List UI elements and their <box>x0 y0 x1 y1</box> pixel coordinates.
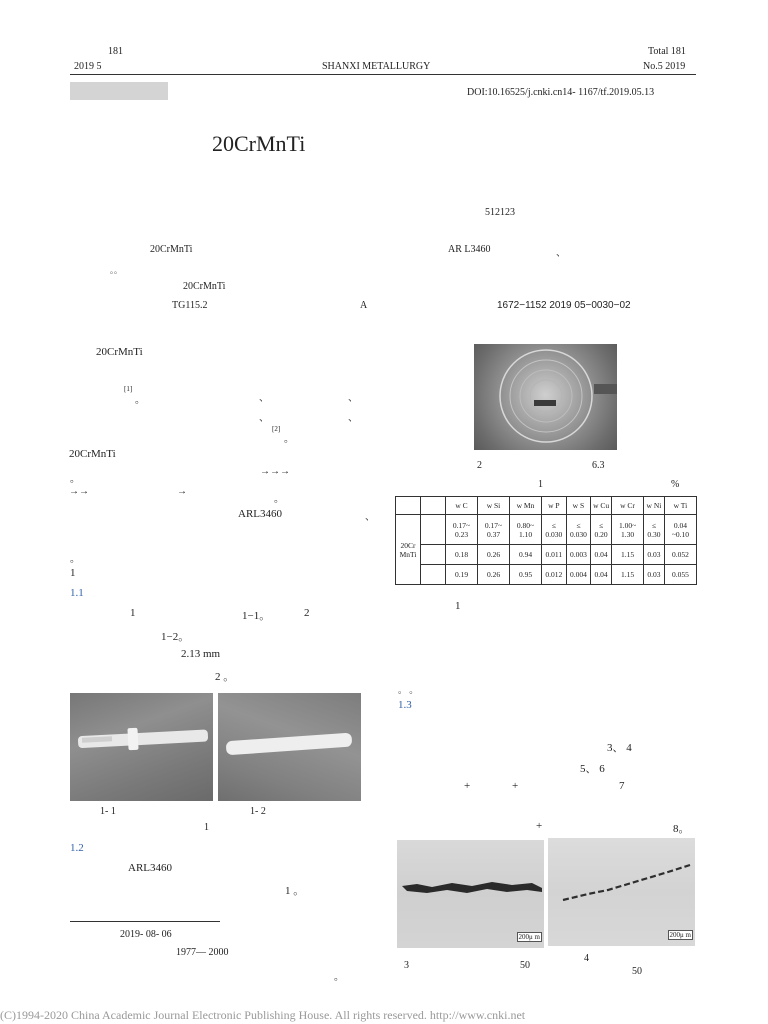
table-cell: 0.03 <box>644 565 665 585</box>
process-arrows: →→ <box>69 486 89 497</box>
keywords: 20CrMnTi <box>183 281 226 292</box>
table-cell: 0.18 <box>446 545 478 565</box>
table-cell: ≤ 0.030 <box>566 515 591 545</box>
instrument-name: ARL3460 <box>238 508 282 520</box>
table-cell: 0.003 <box>566 545 591 565</box>
table-row <box>396 545 697 565</box>
text-dot: 。 <box>334 972 344 983</box>
text-comma: 、 <box>259 393 269 404</box>
issue-date: 2019 5 <box>74 61 102 72</box>
composition-table <box>395 496 697 585</box>
copyright-footer: (C)1994-2020 China Academic Journal Electronic Publishing House. All rights reserved. http://www.cnki.net <box>0 1008 526 1022</box>
abstract-instrument: AR L3460 <box>448 244 491 255</box>
table-cell <box>421 545 446 565</box>
process-arrow: → <box>177 486 187 497</box>
table-cell: 1.15 <box>612 545 644 565</box>
figure-3-magnification: 50 <box>520 960 530 971</box>
section-heading-1-2: 1.2 <box>70 842 84 854</box>
postal-code: 512123 <box>485 207 515 218</box>
table-header: w Ni <box>644 497 665 515</box>
figure-4-magnification: 50 <box>632 966 642 977</box>
table-header: w Cr <box>612 497 644 515</box>
table-corner <box>421 497 446 515</box>
doi[interactable]: DOI:10.16525/j.cnki.cn14- 1167/tf.2019.05.13 <box>467 87 655 98</box>
table-cell: 0.04 ~0.10 <box>664 515 696 545</box>
column-tag-block <box>70 82 168 100</box>
table-header-row <box>396 497 697 515</box>
figure-1-caption: 1 <box>204 822 209 833</box>
figure-ref: 8。 <box>673 823 690 835</box>
table-cell: 0.052 <box>664 545 696 565</box>
table-cell: 0.94 <box>510 545 542 565</box>
table-cell <box>421 565 446 585</box>
figure-3-caption: 3 <box>404 960 409 971</box>
figure-1-2-label: 1- 2 <box>250 806 266 817</box>
table-header: w S <box>566 497 591 515</box>
abstract-end: 。。 <box>110 266 122 275</box>
intro-material: 20CrMnTi <box>96 346 143 358</box>
material-name: 20CrMnTi <box>69 448 116 460</box>
section-heading-1-1: 1.1 <box>70 587 84 599</box>
plus-sign: + <box>512 780 519 792</box>
text-comma: 、 <box>348 393 358 404</box>
header-rule <box>70 74 696 75</box>
figure-2-caption: 2 <box>477 460 482 471</box>
figure-4-caption: 4 <box>584 953 589 964</box>
table-cell: 0.03 <box>644 545 665 565</box>
figure-4-micrograph <box>548 838 695 946</box>
figure-ref: 1−1。 <box>242 610 271 622</box>
plus-sign: + <box>464 780 471 792</box>
table-cell: 0.17~ 0.37 <box>478 515 510 545</box>
article-id: 1672−1152 2019 05−0030−02 <box>497 300 631 311</box>
footnote-rule <box>70 921 220 922</box>
text-comma: 、 <box>348 413 358 424</box>
total-issue: Total 181 <box>648 46 686 57</box>
figure-ref: 2 。 <box>215 671 235 683</box>
table-header: w Si <box>478 497 510 515</box>
text-dot: 。 <box>70 554 80 565</box>
table-cell: 0.95 <box>510 565 542 585</box>
table-cell: 0.26 <box>478 565 510 585</box>
figure-ref: 5、 6 <box>580 763 605 775</box>
table-cell: 1.15 <box>612 565 644 585</box>
table-header: w Mn <box>510 497 542 515</box>
process-arrows: →→→ <box>260 466 290 477</box>
table-row <box>396 515 697 545</box>
text-dot: 。 <box>135 395 145 406</box>
table-cell: 1.00~ 1.30 <box>612 515 644 545</box>
plus-sign: + <box>536 820 543 832</box>
clc-number: TG115.2 <box>172 300 208 311</box>
table-cell: ≤ 0.030 <box>542 515 567 545</box>
figure-ref: 7 <box>619 780 625 792</box>
table-1-caption: 1 <box>538 479 543 490</box>
page-number: 181 <box>108 46 123 57</box>
journal-name: SHANXI METALLURGY <box>322 61 431 72</box>
table-header: w C <box>446 497 478 515</box>
table-cell: 0.011 <box>542 545 567 565</box>
steel-grade-cell: 20Cr MnTi <box>396 515 421 585</box>
table-header: w P <box>542 497 567 515</box>
text-comma: 、 <box>259 413 269 424</box>
figure-4-scale-bar: 200μ m <box>669 931 691 939</box>
section-heading-1-3: 1.3 <box>398 699 412 711</box>
issue-number: No.5 2019 <box>643 61 686 72</box>
table-cell: 0.055 <box>664 565 696 585</box>
text-dot: 。 <box>70 474 80 485</box>
document-code: A <box>360 300 368 311</box>
figure-ref: 3、 4 <box>607 742 632 754</box>
table-cell: ≤ 0.20 <box>591 515 612 545</box>
table-cell: 0.004 <box>566 565 591 585</box>
text-dots: 。 。 <box>398 685 419 695</box>
table-note: 1 <box>455 600 461 612</box>
table-corner <box>396 497 421 515</box>
received-date: 2019- 08- 06 <box>120 929 172 940</box>
table-cell: 0.04 <box>591 565 612 585</box>
table-cell: 0.17~ 0.23 <box>446 515 478 545</box>
table-cell <box>421 515 446 545</box>
instrument-name: ARL3460 <box>128 862 172 874</box>
dimension-value: 2.13 mm <box>181 648 221 660</box>
table-cell: 0.26 <box>478 545 510 565</box>
figure-ref: 1−2。 <box>161 631 190 643</box>
figure-1-1-photo <box>70 693 213 801</box>
text-comma: 、 <box>365 512 375 523</box>
table-ref: 1 。 <box>285 885 305 897</box>
table-row <box>396 565 697 585</box>
figure-3-micrograph <box>397 840 544 948</box>
figure-ref: 1 <box>130 607 136 619</box>
text-dot: 。 <box>274 494 284 505</box>
table-unit: % <box>671 479 680 490</box>
table-cell: 0.19 <box>446 565 478 585</box>
table-header: w Ti <box>664 497 696 515</box>
table-cell: 0.80~ 1.10 <box>510 515 542 545</box>
article-title: 20CrMnTi <box>212 131 306 156</box>
table-cell: 0.012 <box>542 565 567 585</box>
abstract-material: 20CrMnTi <box>150 244 193 255</box>
figure-2-magnification: 6.3 <box>592 460 605 471</box>
section-heading-1: 1 <box>70 567 76 579</box>
abstract-comma: 、 <box>556 248 566 259</box>
figure-1-1-label: 1- 1 <box>100 806 116 817</box>
figure-1-2-photo <box>218 693 361 801</box>
table-header: w Cu <box>591 497 612 515</box>
figure-2-photo <box>474 344 617 450</box>
text-dot: 。 <box>284 434 294 445</box>
table-cell: ≤ 0.30 <box>644 515 665 545</box>
figure-ref: 2 <box>304 607 310 619</box>
citation-2[interactable]: [2] <box>272 425 281 433</box>
author-bio: 1977— 2000 <box>176 947 229 958</box>
citation-1[interactable]: [1] <box>124 385 133 393</box>
table-cell: 0.04 <box>591 545 612 565</box>
figure-3-scale-bar: 200μ m <box>518 933 540 941</box>
